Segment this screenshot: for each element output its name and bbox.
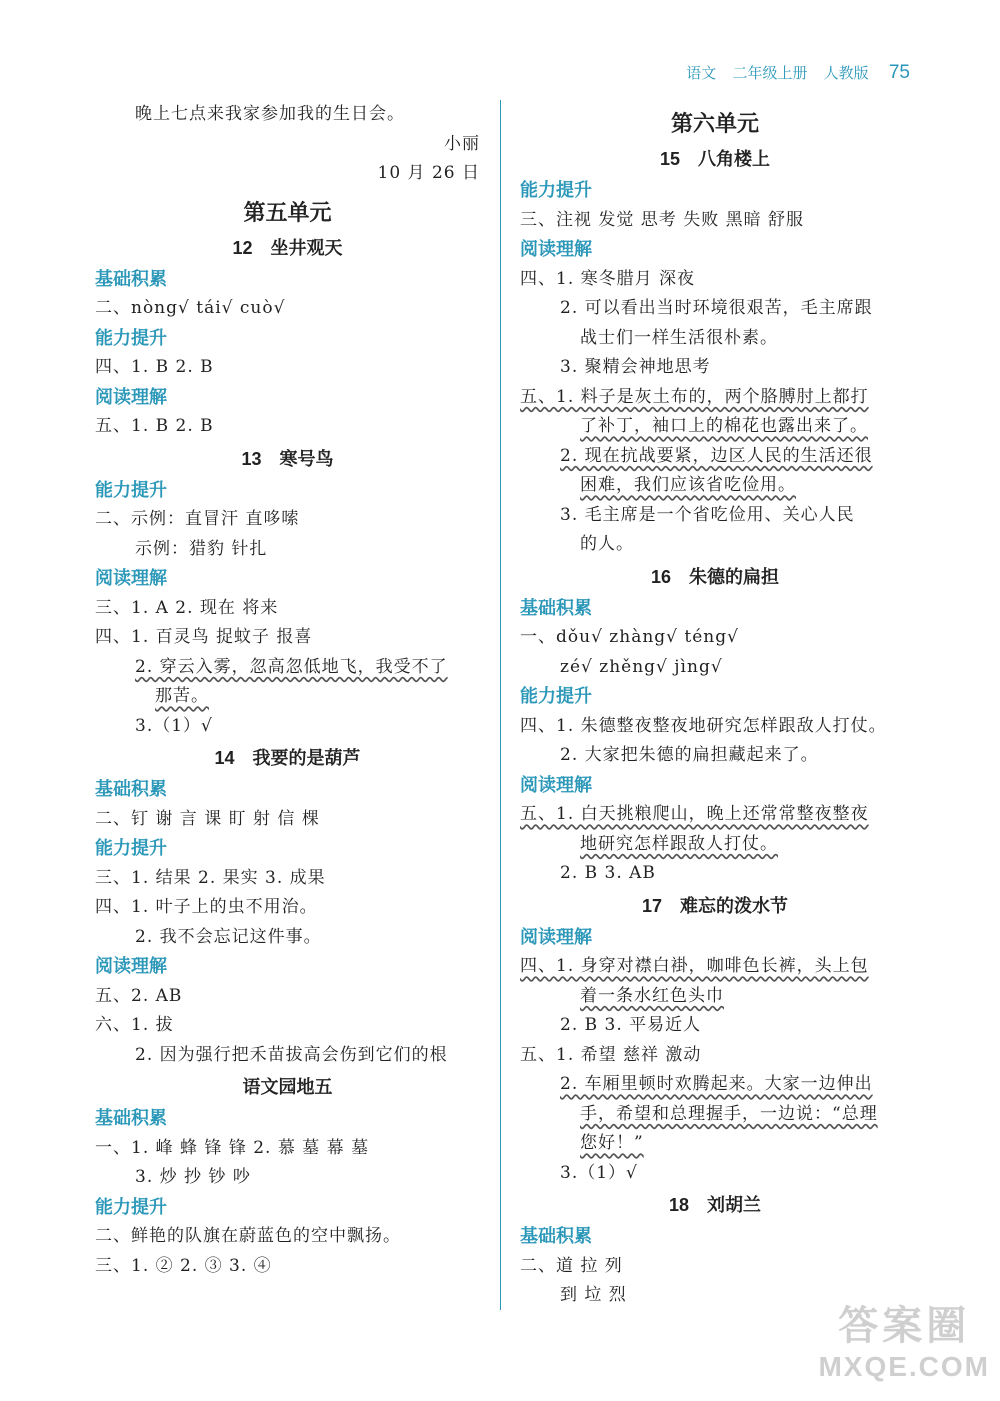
answer-line [520, 1100, 910, 1130]
section-heading: 能力提升 [95, 327, 167, 348]
answer-line: 2. B 3. 平易近人 [560, 1015, 702, 1035]
section-heading: 基础积累 [520, 1226, 592, 1246]
answer-line: 二、nòng√ tái√ cuò√ [95, 298, 286, 318]
lesson-number: 14 [214, 748, 235, 768]
answer-line: 一、1. 峰 蜂 锋 锋 2. 慕 墓 幕 墓 [95, 1137, 370, 1158]
answer-line: 四、1. 叶子上的虫不用治。 [95, 897, 318, 917]
answer-line: 到 垃 烈 [560, 1285, 627, 1305]
answer-line: 四、1. B 2. B [95, 357, 214, 377]
lesson-number: 18 [668, 1195, 690, 1215]
section-heading: 阅读理解 [95, 956, 167, 976]
section-heading: 阅读理解 [520, 239, 592, 259]
letter-line: 晚上七点来我家参加我的生日会。 [135, 104, 405, 124]
section-heading: 基础积累 [95, 1108, 167, 1128]
underlined-answer: 手，希望和总理握手，一边说：“总理 [580, 1103, 878, 1124]
letter-date: 10 月 26 日 [377, 163, 480, 183]
answer-line [95, 682, 480, 712]
underlined-answer: 着一条水红色头巾 [580, 985, 724, 1006]
underlined-answer: 那苦。 [155, 686, 209, 706]
section-heading: 阅读理解 [520, 926, 592, 947]
answer-line: 三、1. A 2. 现在 将来 [95, 597, 279, 618]
unit-title: 第五单元 [243, 199, 332, 225]
letter-signature: 小丽 [444, 133, 480, 154]
answer-line: 示例：猎豹 针扎 [135, 538, 268, 559]
section-heading: 基础积累 [520, 597, 592, 618]
underlined-answer: 四、1. 身穿对襟白褂，咖啡色长裤，头上包 [520, 956, 869, 976]
header-grade: 二年级上册 [732, 65, 808, 82]
right-column [520, 100, 910, 1311]
answer-line: 3. 毛主席是一个省吃俭用、关心人民 [560, 504, 855, 525]
lesson-number: 16 [650, 566, 672, 587]
answer-line: 二、鲜艳的队旗在蔚蓝色的空中飘扬。 [95, 1226, 401, 1246]
answer-line [520, 982, 910, 1012]
page-number: 75 [888, 62, 910, 83]
answer-line: 一、dǒu√ zhàng√ téng√ [520, 627, 739, 647]
answer-line: 五、2. AB [95, 985, 183, 1006]
lesson-title [520, 144, 910, 174]
answer-line: 2. 我不会忘记这件事。 [135, 926, 322, 947]
lesson-name: 寒号鸟 [279, 448, 334, 469]
lesson-number: 17 [641, 895, 663, 916]
answer-line: 的人。 [580, 534, 634, 554]
section-heading: 能力提升 [95, 479, 167, 500]
watermark-logo-text: 答案圈 [838, 1304, 971, 1348]
lesson-name: 朱德的扁担 [689, 566, 780, 587]
unit-title: 第六单元 [670, 111, 759, 136]
watermark-url: MXQE.COM [818, 1351, 990, 1382]
answer-line: 三、1. 结果 2. 果实 3. 成果 [95, 867, 326, 888]
watermark [818, 1294, 990, 1383]
underlined-answer: 您好！” [580, 1133, 644, 1153]
underlined-answer: 2. 穿云入雾，忽高忽低地飞，我受不了 [135, 656, 448, 677]
lesson-title [95, 743, 480, 773]
answer-line: 3.（1）√ [135, 715, 213, 736]
underlined-answer: 了补丁，袖口上的棉花也露出来了。 [580, 416, 868, 436]
underlined-answer: 困难，我们应该省吃俭用。 [580, 475, 796, 495]
column-divider [500, 100, 501, 1310]
lesson-name: 坐井观天 [270, 237, 343, 258]
answer-line: 战士们一样生活很朴素。 [580, 327, 778, 348]
answer-line: 2. 大家把朱德的扁担藏起来了。 [560, 745, 819, 765]
underlined-answer: 五、1. 料子是灰土布的，两个胳膊肘上都打 [520, 386, 869, 407]
section-heading: 基础积累 [95, 268, 167, 289]
answer-line: 三、1. ② 2. ③ 3. ④ [95, 1255, 272, 1276]
answer-line: 二、示例：直冒汗 直哆嗦 [95, 509, 300, 529]
answer-line: 二、道 拉 列 [520, 1255, 623, 1276]
lesson-number: 15 [659, 149, 681, 169]
section-heading: 阅读理解 [520, 774, 592, 795]
answer-line [95, 653, 480, 683]
header-edition: 人教版 [823, 65, 869, 82]
lesson-name: 我要的是葫芦 [252, 748, 361, 768]
answer-line: 3.（1）√ [560, 1162, 638, 1183]
garden-title: 语文园地五 [242, 1077, 333, 1097]
lesson-name: 刘胡兰 [707, 1195, 762, 1215]
answer-line: 3. 炒 抄 钞 吵 [135, 1167, 251, 1187]
lesson-name: 八角楼上 [698, 149, 771, 169]
lesson-title [95, 233, 480, 263]
page-header [674, 62, 910, 84]
answer-line: 四、1. 朱德整夜整夜地研究怎样跟敌人打仗。 [520, 715, 887, 736]
answer-line: 五、1. 希望 慈祥 激动 [520, 1044, 702, 1065]
underlined-answer: 2. 车厢里顿时欢腾起来。大家一边伸出 [560, 1074, 873, 1094]
underlined-answer: 地研究怎样跟敌人打仗。 [580, 833, 778, 854]
answer-line: 六、1. 拔 [95, 1015, 174, 1035]
section-heading: 能力提升 [520, 180, 592, 200]
underlined-answer: 五、1. 白天挑粮爬山，晚上还常常整夜整夜 [520, 804, 869, 824]
answer-line: 四、1. 百灵鸟 捉蚊子 报喜 [95, 627, 313, 647]
answer-line [520, 800, 910, 830]
header-subject: 语文 [686, 65, 717, 82]
answer-line [520, 442, 910, 472]
lesson-title [520, 1190, 910, 1220]
answer-line: 五、1. B 2. B [95, 416, 214, 436]
answer-line [520, 1129, 910, 1159]
answer-line: 四、1. 寒冬腊月 深夜 [520, 268, 696, 289]
section-heading: 基础积累 [95, 779, 167, 799]
lesson-title [520, 891, 910, 921]
answer-line [520, 1070, 910, 1100]
underlined-answer: 2. 现在抗战要紧，边区人民的生活还很 [560, 445, 873, 466]
answer-line: 三、注视 发觉 思考 失败 黑暗 舒服 [520, 209, 805, 230]
answer-line [520, 830, 910, 860]
answer-line: 2. B 3. AB [560, 863, 656, 883]
answer-line: 2. 因为强行把禾苗拔高会伤到它们的根 [135, 1044, 448, 1065]
answer-line [520, 383, 910, 413]
left-column [95, 100, 480, 1281]
answer-line [520, 952, 910, 982]
answer-line [520, 471, 910, 501]
lesson-name: 难忘的泼水节 [680, 895, 789, 916]
lesson-title [520, 562, 910, 592]
lesson-title [95, 444, 480, 474]
answer-line [520, 412, 910, 442]
answer-line: 2. 可以看出当时环境很艰苦，毛主席跟 [560, 298, 873, 318]
section-heading: 能力提升 [95, 838, 167, 858]
answer-line: 二、钉 谢 言 课 盯 射 信 棵 [95, 808, 320, 829]
lesson-number: 13 [241, 448, 262, 469]
section-heading: 阅读理解 [95, 568, 167, 588]
answer-line: zé√ zhěng√ jìng√ [560, 656, 723, 677]
section-heading: 能力提升 [95, 1196, 167, 1217]
section-heading: 阅读理解 [95, 386, 167, 407]
section-heading: 能力提升 [520, 686, 592, 706]
lesson-number: 12 [232, 237, 253, 258]
answer-line: 3. 聚精会神地思考 [560, 357, 711, 377]
